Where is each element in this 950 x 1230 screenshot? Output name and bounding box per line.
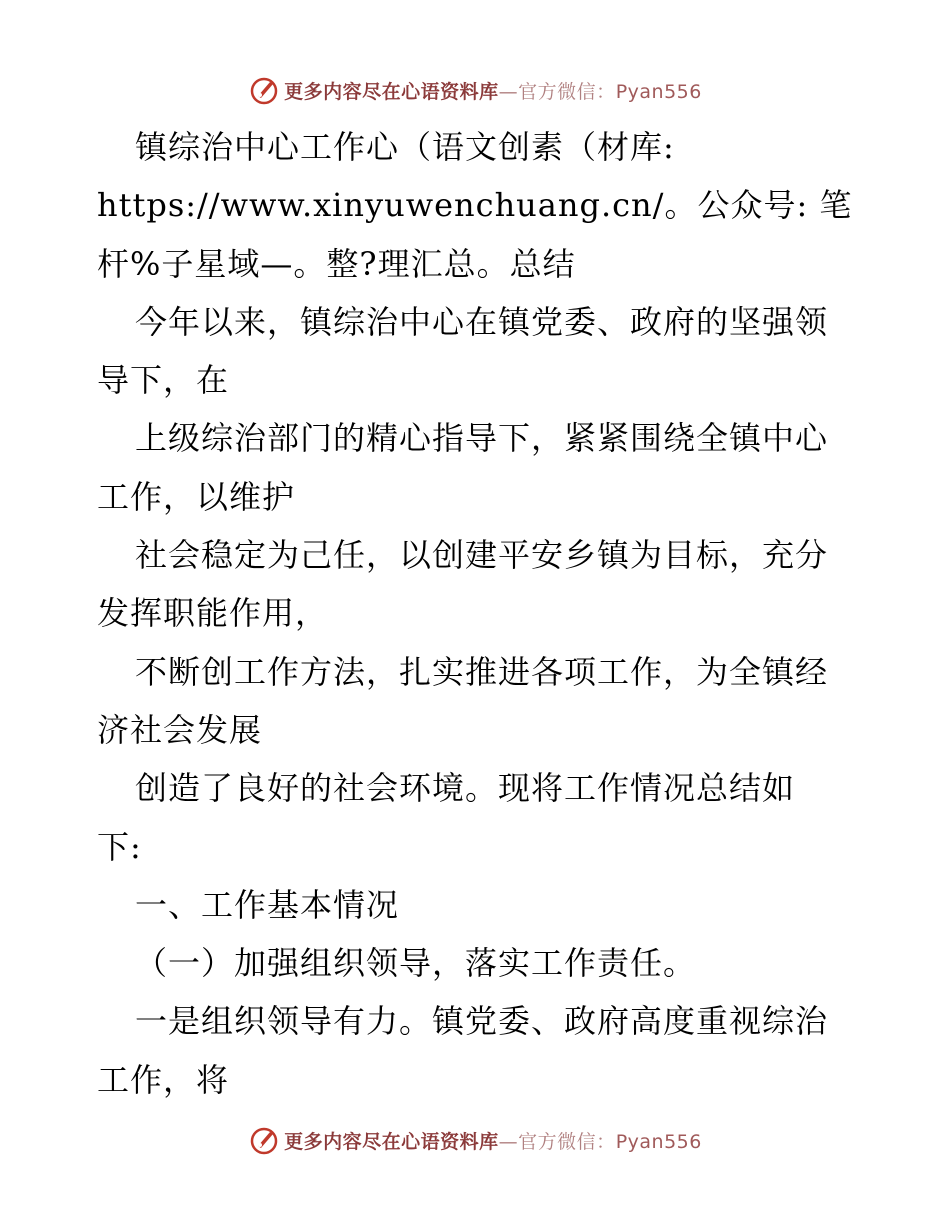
paragraph-line: 社会稳定为己任，以创建平安乡镇为目标，充分 [135,536,829,575]
banner-id-text: Pyan556 [615,1130,702,1153]
paragraph-line: https://www.xinyuwenchuang.cn/。公众号: 笔 [97,186,853,225]
banner-separator-text: —官方微信： [498,80,616,103]
paragraph-line: 上级综治部门的精心指导下，紧紧围绕全镇中心 [135,419,829,458]
paragraph-line: 下: [97,827,142,866]
paragraph-line: 创造了良好的社会环境。现将工作情况总结如 [135,769,796,808]
footer-banner [0,1120,950,1160]
paragraph-line: 导下，在 [97,361,230,400]
paragraph-line: 不断创工作方法，扎实推进各项工作，为全镇经 [135,652,829,691]
quill-logo-icon [248,74,280,106]
header-banner [0,70,950,110]
document-body [97,118,857,1109]
subsection-heading: （一）加强组织领导，落实工作责任。 [135,944,697,983]
banner-id-text: Pyan556 [615,80,702,103]
banner-text [284,1127,702,1154]
paragraph-line: 今年以来，镇综治中心在镇党委、政府的坚强领 [135,302,829,341]
banner-main-text: 更多内容尽在心语资料库 [284,80,499,103]
banner-text [284,77,702,104]
paragraph-line: 杆%子星域—。整?理汇总。总结 [97,244,576,283]
paragraph-line: 工作，以维护 [97,477,296,516]
quill-logo-icon [248,1124,280,1156]
paragraph-line: 工作，将 [97,1060,230,1099]
section-heading: 一、工作基本情况 [135,885,400,924]
paragraph-line: 镇综治中心工作心（语文创素（材库: [135,128,675,166]
paragraph-line: 发挥职能作用， [97,594,329,633]
banner-main-text: 更多内容尽在心语资料库 [284,1130,499,1153]
paragraph-line: 一是组织领导有力。镇党委、政府高度重视综治 [135,1002,829,1041]
banner-separator-text: —官方微信： [498,1130,616,1153]
paragraph-line: 济社会发展 [97,710,263,749]
